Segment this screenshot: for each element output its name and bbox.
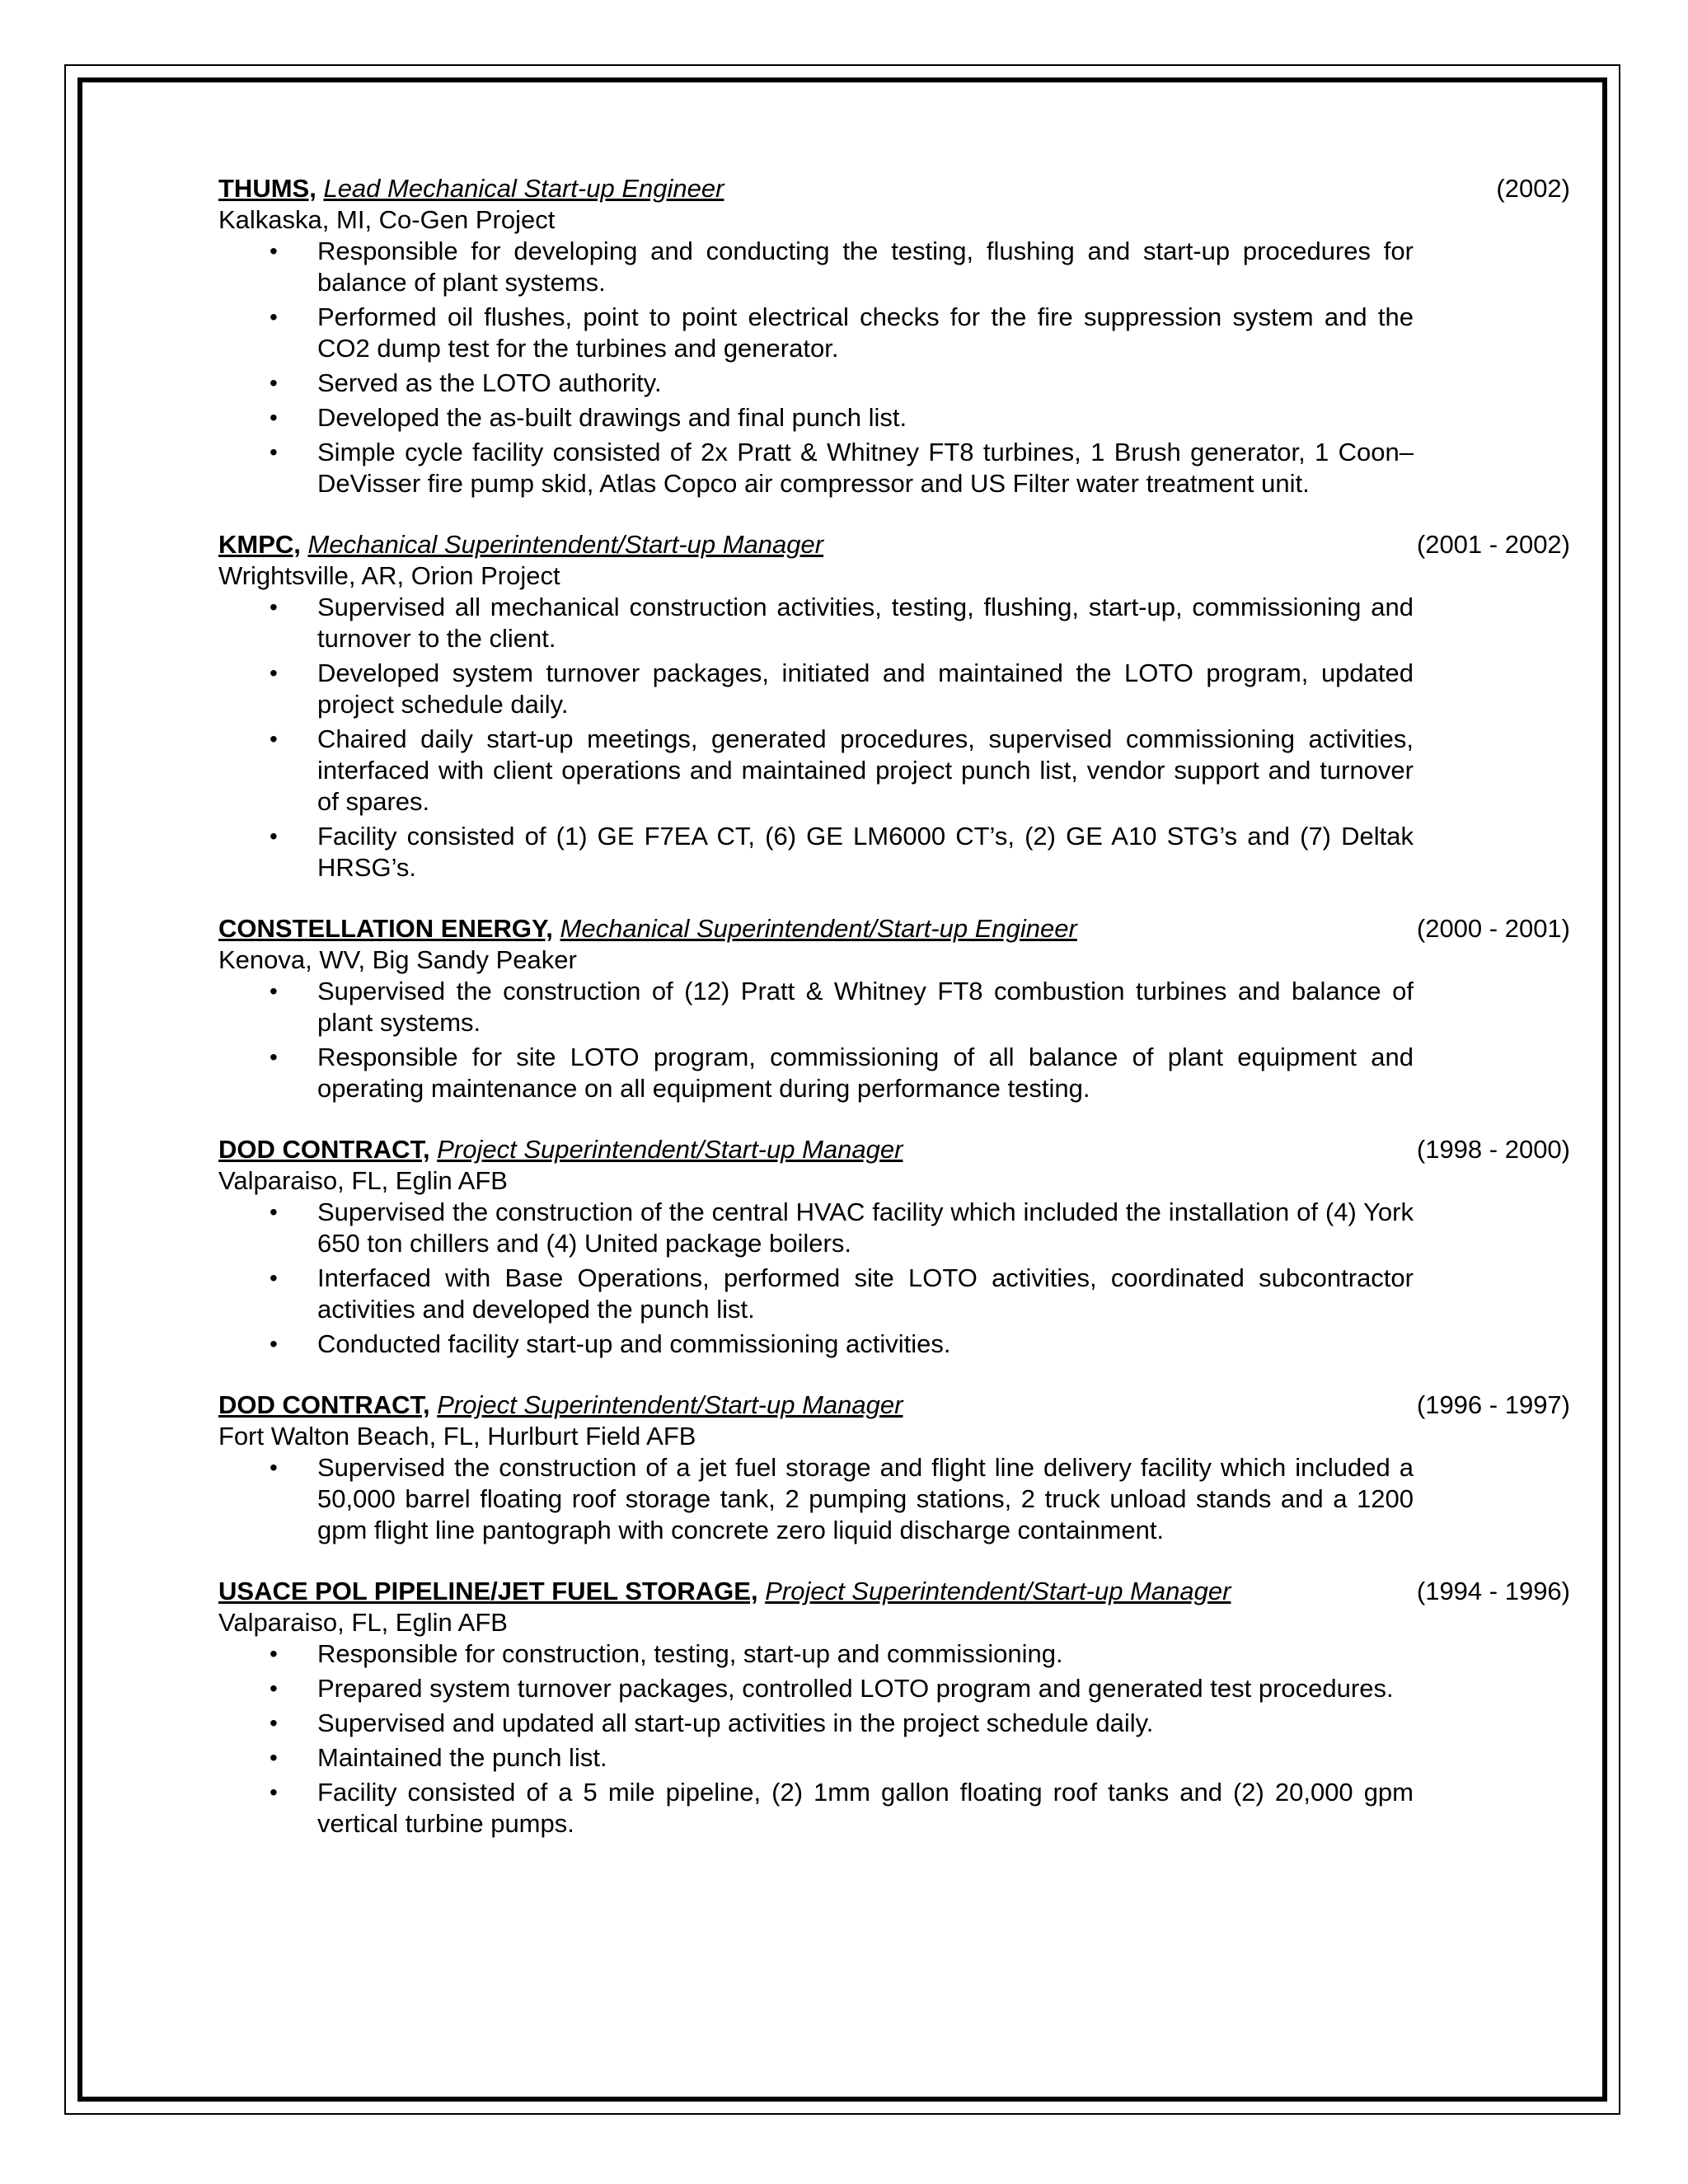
job-header [218,173,1570,204]
bullet-text: Performed oil flushes, point to point electrical checks for the fire suppression system and the CO2 dump test for the turbines and generator. [317,302,1414,363]
bullet-dot-icon: • [270,405,278,430]
bullet-text: Responsible for site LOTO program, commissioning of all balance of plant equipment and operating maintenance on all equipment during performance testing. [317,1043,1414,1103]
job-role: Mechanical Superintendent/Start-up Engineer [560,914,1077,943]
bullet-dot-icon: • [270,1745,278,1770]
bullet-item [218,1742,1414,1774]
bullet-dot-icon: • [270,1710,278,1736]
bullet-dot-icon: • [270,823,278,849]
job-entry [218,1390,1570,1546]
bullet-item [218,1263,1414,1325]
bullet-item [218,1673,1414,1704]
bullet-text: Interfaced with Base Operations, performed site LOTO activities, coordinated subcontractor activities and developed the punch list. [317,1263,1414,1324]
bullet-text: Developed the as-built drawings and final punch list. [317,403,907,432]
bullet-item [218,1329,1414,1360]
bullet-item [218,402,1414,434]
bullet-item [218,368,1414,399]
bullet-text: Responsible for construction, testing, start-up and commissioning. [317,1639,1063,1668]
bullet-text: Supervised and updated all start-up activities in the project schedule daily. [317,1708,1154,1737]
bullet-text: Prepared system turnover packages, controlled LOTO program and generated test procedures. [317,1674,1394,1703]
job-role: Project Superintendent/Start-up Manager [437,1390,903,1419]
bullet-item [218,437,1414,499]
bullet-item [218,821,1414,883]
bullet-dot-icon: • [270,594,278,620]
bullet-dot-icon: • [270,978,278,1004]
bullet-item [218,592,1414,654]
bullet-text: Developed system turnover packages, initiated and maintained the LOTO program, updated project schedule daily. [317,658,1414,719]
bullet-item [218,658,1414,720]
job-bullets [218,1638,1570,1840]
job-bullets [218,1452,1570,1546]
bullet-text: Facility consisted of a 5 mile pipeline, (2) 1mm gallon floating roof tanks and (2) 20,000 gpm vertical turbine pumps. [317,1778,1414,1838]
job-location: Kenova, WV, Big Sandy Peaker [218,945,577,974]
bullet-text: Supervised the construction of the central HVAC facility which included the installation of (4) York 650 ton chillers and (4) United package boilers. [317,1197,1414,1258]
job-entry [218,913,1570,1104]
bullet-dot-icon: • [270,439,278,465]
job-bullets [218,1197,1570,1360]
bullet-dot-icon: • [270,1199,278,1225]
job-location: Valparaiso, FL, Eglin AFB [218,1608,508,1637]
job-entry [218,173,1570,499]
bullet-text: Maintained the punch list. [317,1743,607,1772]
job-dates: (2001 - 2002) [1416,530,1570,559]
job-dates: (2000 - 2001) [1416,914,1570,943]
job-entry [218,529,1570,883]
company-name: CONSTELLATION ENERGY, [218,914,553,943]
company-name: USACE POL PIPELINE/JET FUEL STORAGE, [218,1577,758,1605]
bullet-text: Supervised all mechanical construction activities, testing, flushing, start-up, commissioning and turnover to the client. [317,593,1414,653]
bullet-dot-icon: • [270,1675,278,1701]
job-bullets [218,236,1570,499]
company-name: THUMS, [218,174,316,203]
job-entry [218,1134,1570,1360]
bullet-text: Conducted facility start-up and commissioning activities. [317,1329,951,1358]
job-entry [218,1576,1570,1840]
bullet-item [218,976,1414,1038]
bullet-dot-icon: • [270,1455,278,1480]
job-header [218,529,1570,560]
bullet-item [218,302,1414,364]
job-location: Valparaiso, FL, Eglin AFB [218,1166,508,1195]
bullet-text: Simple cycle facility consisted of 2x Pratt & Whitney FT8 turbines, 1 Brush generator, 1 Coon– DeVisser fire pump skid, Atlas Copco air compressor and US Filter water treatment unit. [317,438,1414,498]
job-bullets [218,976,1570,1104]
bullet-item [218,1638,1414,1670]
job-dates: (1996 - 1997) [1416,1390,1570,1419]
bullet-dot-icon: • [270,238,278,264]
company-name: KMPC, [218,530,301,559]
job-location: Kalkaska, MI, Co-Gen Project [218,205,556,234]
job-role: Mechanical Superintendent/Start-up Manager [307,530,824,559]
company-name: DOD CONTRACT, [218,1390,430,1419]
bullet-text: Chaired daily start-up meetings, generated procedures, supervised commissioning activities, interfaced with client operations and maintained project punch list, vendor support and turnover of spares. [317,724,1414,816]
job-header [218,1390,1570,1421]
bullet-text: Served as the LOTO authority. [317,368,662,397]
job-dates: (1998 - 2000) [1416,1135,1570,1164]
bullet-item [218,1708,1414,1739]
job-dates: (2002) [1496,174,1570,203]
job-location: Wrightsville, AR, Orion Project [218,561,560,590]
job-role: Project Superintendent/Start-up Manager [765,1577,1231,1605]
job-header [218,913,1570,944]
bullet-item [218,1197,1414,1259]
company-name: DOD CONTRACT, [218,1135,430,1164]
job-role: Lead Mechanical Start-up Engineer [323,174,724,203]
bullet-item [218,724,1414,818]
bullet-text: Responsible for developing and conducting the testing, flushing and start-up procedures for balance of plant systems. [317,237,1414,297]
bullet-item [218,1042,1414,1104]
bullet-dot-icon: • [270,304,278,330]
bullet-item [218,236,1414,298]
bullet-item [218,1777,1414,1840]
resume-content [218,173,1570,1869]
bullet-dot-icon: • [270,370,278,396]
bullet-item [218,1452,1414,1546]
job-bullets [218,592,1570,883]
bullet-dot-icon: • [270,1265,278,1291]
bullet-text: Supervised the construction of a jet fuel storage and flight line delivery facility which included a 50,000 barrel floating roof storage tank, 2 pumping stations, 2 truck unload stands and a 1200 gpm flight line pantograph with concrete zero liquid discharge containment. [317,1453,1414,1544]
job-role: Project Superintendent/Start-up Manager [437,1135,903,1164]
bullet-dot-icon: • [270,726,278,752]
bullet-dot-icon: • [270,1641,278,1666]
bullet-text: Supervised the construction of (12) Pratt & Whitney FT8 combustion turbines and balance of plant systems. [317,977,1414,1037]
bullet-dot-icon: • [270,1331,278,1357]
job-dates: (1994 - 1996) [1416,1577,1570,1605]
bullet-dot-icon: • [270,1779,278,1805]
bullet-dot-icon: • [270,1044,278,1070]
bullet-dot-icon: • [270,660,278,686]
job-header [218,1576,1570,1607]
job-location: Fort Walton Beach, FL, Hurlburt Field AFB [218,1422,696,1451]
bullet-text: Facility consisted of (1) GE F7EA CT, (6) GE LM6000 CT’s, (2) GE A10 STG’s and (7) Deltak HRSG’s. [317,822,1414,882]
job-header [218,1134,1570,1165]
